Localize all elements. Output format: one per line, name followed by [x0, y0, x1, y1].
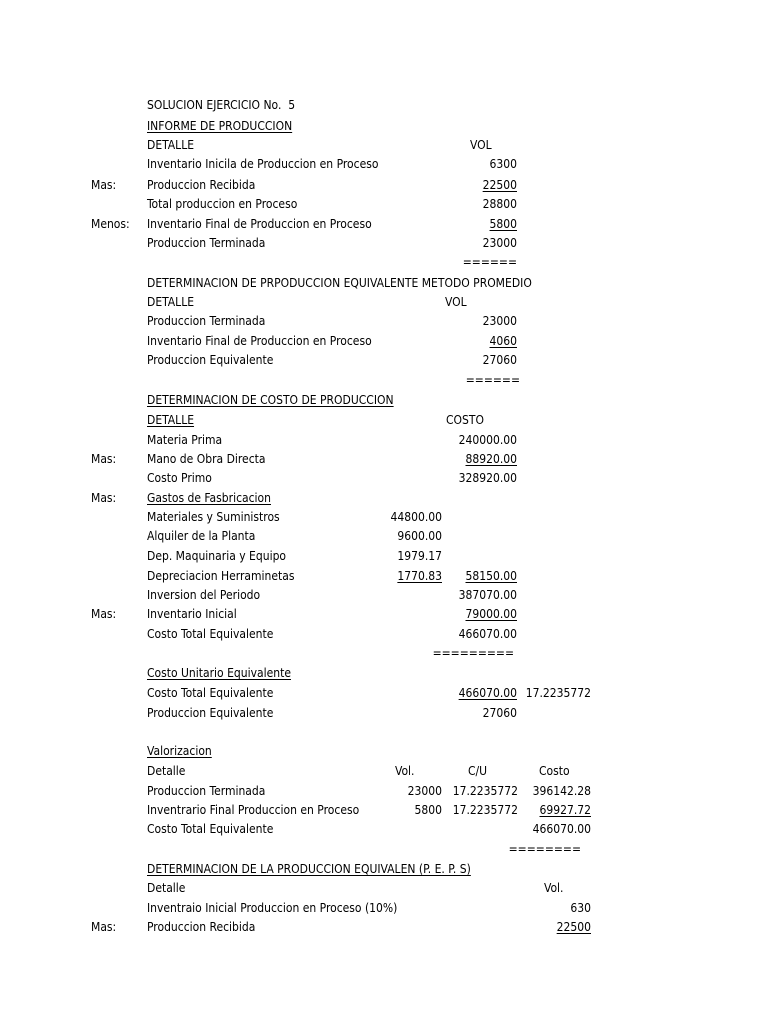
gastos-label: Gastos de Fasbricacion — [147, 491, 271, 505]
peps-row-value: 630 — [570, 901, 591, 915]
costo-col-detalle: DETALLE — [147, 413, 195, 427]
informe-row-label: Total produccion en Proceso — [147, 197, 298, 211]
peps-row-label: Inventraio Inicial Produccion en Proceso (10%) — [147, 901, 398, 915]
informe-rule: ====== — [462, 255, 517, 269]
valorizacion-row-costo: 69927.72 — [539, 803, 591, 817]
gastos-item-label: Alquiler de la Planta — [147, 529, 256, 543]
equivalente-row-value: 27060 — [482, 353, 517, 367]
equivalente-row-label: Produccion Terminada — [147, 314, 266, 328]
inversion-label: Inversion del Periodo — [147, 588, 261, 602]
equivalente-heading: DETERMINACION DE PRPODUCCION EQUIVALENTE METODO PROMEDIO — [147, 276, 532, 290]
inversion-value: 387070.00 — [458, 588, 517, 602]
informe-row-value: 6300 — [489, 157, 517, 171]
valorizacion-row-cu: 17.2235772 — [452, 784, 518, 798]
informe-row-value: 22500 — [482, 178, 517, 192]
equivalente-rule: ====== — [465, 373, 520, 387]
informe-col-detalle: DETALLE — [147, 138, 195, 152]
valorizacion-row-cu: 17.2235772 — [452, 803, 518, 817]
informe-row-label: Inventario Final de Produccion en Proceso — [147, 217, 372, 231]
gastos-item-label: Depreciacion Herraminetas — [147, 569, 295, 583]
mano-obra-prefix: Mas: — [91, 452, 117, 466]
valorizacion-col-vol: Vol. — [395, 764, 415, 778]
valorizacion-col-costo: Costo — [539, 764, 570, 778]
valorizacion-heading: Valorizacion — [147, 744, 212, 758]
gastos-item-value: 1979.17 — [397, 549, 442, 563]
valorizacion-total-label: Costo Total Equivalente — [147, 822, 274, 836]
unitario-produccion-label: Produccion Equivalente — [147, 706, 274, 720]
unitario-produccion-value: 27060 — [482, 706, 517, 720]
informe-row-prefix: Mas: — [91, 178, 117, 192]
unitario-costo-label: Costo Total Equivalente — [147, 686, 274, 700]
valorizacion-row-label: Inventrario Final Produccion en Proceso — [147, 803, 360, 817]
costo-rule: ========= — [432, 646, 514, 660]
unitario-result: 17.2235772 — [525, 686, 591, 700]
equivalente-row-value: 23000 — [482, 314, 517, 328]
gastos-total-value: 58150.00 — [465, 569, 517, 583]
informe-heading: INFORME DE PRODUCCION — [147, 119, 293, 133]
costo-total-label: Costo Total Equivalente — [147, 627, 274, 641]
informe-row-value: 28800 — [482, 197, 517, 211]
peps-row-value: 22500 — [556, 920, 591, 934]
informe-row-label: Produccion Recibida — [147, 178, 256, 192]
equivalente-row-value: 4060 — [489, 334, 517, 348]
mano-obra-label: Mano de Obra Directa — [147, 452, 266, 466]
gastos-item-label: Dep. Maquinaria y Equipo — [147, 549, 287, 563]
inventario-inicial-value: 79000.00 — [465, 607, 517, 621]
document-title: SOLUCION EJERCICIO No. 5 — [147, 98, 296, 112]
materia-prima-value: 240000.00 — [458, 433, 517, 447]
equivalente-row-label: Inventario Final de Produccion en Proceso — [147, 334, 372, 348]
valorizacion-row-costo: 396142.28 — [532, 784, 591, 798]
equivalente-row-label: Produccion Equivalente — [147, 353, 274, 367]
peps-col-detalle: Detalle — [147, 881, 186, 895]
valorizacion-col-cu: C/U — [468, 764, 488, 778]
costo-total-value: 466070.00 — [458, 627, 517, 641]
inventario-inicial-label: Inventario Inicial — [147, 607, 237, 621]
informe-row-label: Inventario Inicila de Produccion en Proceso — [147, 157, 379, 171]
valorizacion-total-costo: 466070.00 — [532, 822, 591, 836]
unitario-heading: Costo Unitario Equivalente — [147, 666, 291, 680]
gastos-item-value: 44800.00 — [390, 510, 442, 524]
informe-col-vol: VOL — [470, 138, 492, 152]
mano-obra-value: 88920.00 — [465, 452, 517, 466]
materia-prima-label: Materia Prima — [147, 433, 223, 447]
costo-primo-value: 328920.00 — [458, 471, 517, 485]
costo-primo-label: Costo Primo — [147, 471, 212, 485]
informe-row-value: 23000 — [482, 236, 517, 250]
equivalente-col-vol: VOL — [445, 295, 467, 309]
peps-row-label: Produccion Recibida — [147, 920, 256, 934]
valorizacion-row-vol: 23000 — [407, 784, 442, 798]
informe-row-value: 5800 — [489, 217, 517, 231]
valorizacion-col-detalle: Detalle — [147, 764, 186, 778]
peps-col-vol: Vol. — [544, 881, 564, 895]
costo-heading: DETERMINACION DE COSTO DE PRODUCCION — [147, 393, 394, 407]
gastos-item-value: 1770.83 — [397, 569, 442, 583]
informe-row-label: Produccion Terminada — [147, 236, 266, 250]
valorizacion-rule: ======== — [508, 842, 581, 856]
valorizacion-row-label: Produccion Terminada — [147, 784, 266, 798]
peps-heading: DETERMINACION DE LA PRODUCCION EQUIVALEN (P. E. P. S) — [147, 862, 471, 876]
inventario-inicial-prefix: Mas: — [91, 607, 117, 621]
costo-col-costo: COSTO — [446, 413, 484, 427]
valorizacion-row-vol: 5800 — [414, 803, 442, 817]
equivalente-col-detalle: DETALLE — [147, 295, 195, 309]
gastos-item-label: Materiales y Suministros — [147, 510, 280, 524]
gastos-prefix: Mas: — [91, 491, 117, 505]
unitario-costo-value: 466070.00 — [458, 686, 517, 700]
peps-row-prefix: Mas: — [91, 920, 117, 934]
gastos-item-value: 9600.00 — [397, 529, 442, 543]
informe-row-prefix: Menos: — [91, 217, 130, 231]
